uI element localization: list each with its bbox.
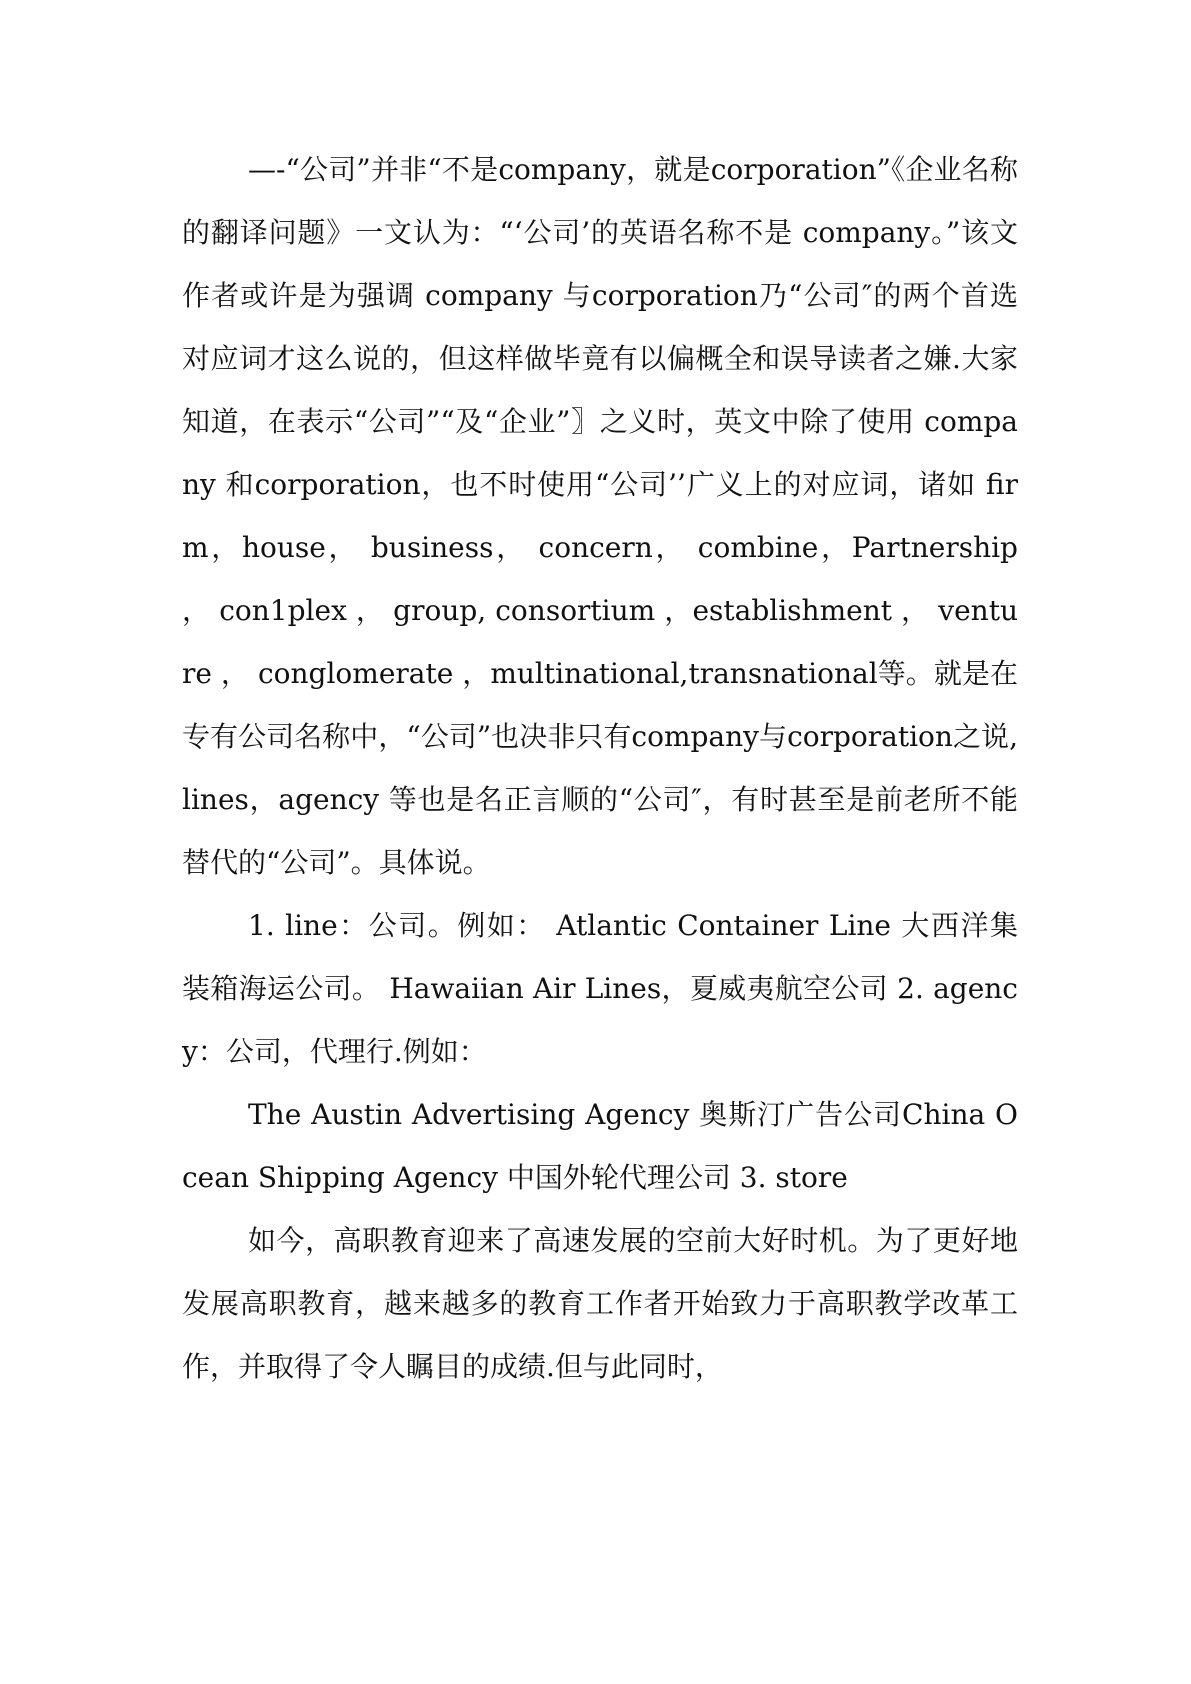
paragraph-vocational-education: 如今，高职教育迎来了高速发展的空前大好时机。为了更好地发展高职教育，越来越多的教育工作者开始致力于高职教学改革工作，并取得了令人瞩目的成绩.但与此同时， — [182, 1224, 1018, 1383]
paragraph-line-agency: 1. line：公司。例如： Atlantic Container Line 大西洋集装箱海运公司。 Hawaiian Air Lines，夏威夷航空公司 2. agency：公司，代理行.例如： — [182, 909, 1018, 1068]
paragraph-company-translation: —-“公司”并非“不是company，就是corporation”《企业名称的翻译问题》一文认为：“‘公司’的英语名称不是 company。”该文作者或许是为强调 company 与corporation乃“公司″的两个首选对应词才这么说的，但这样做毕竟有以偏概全和误导读者之嫌.大家知道，在表示“公司”“及“企业”〗之义时，英文中除了使用 company 和corporation，也不时使用“公司’’广义上的对应词，诸如 firm，house， business， concern， combine，Partnership ， con1plex ， group, consortium ，establishment ， venture ， conglomerate ，multinational,transnational等。就是在专有公司名称中，“公司”也决非只有company与corporation之说,lines，agency 等也是名正言顺的“公司″，有时甚至是前老所不能替代的“公司”。具体说。 — [182, 153, 1018, 879]
paragraph-agency-examples: The Austin Advertising Agency 奥斯汀广告公司China Ocean Shipping Agency 中国外轮代理公司 3. store — [182, 1098, 1018, 1194]
document-body — [182, 138, 1018, 1398]
